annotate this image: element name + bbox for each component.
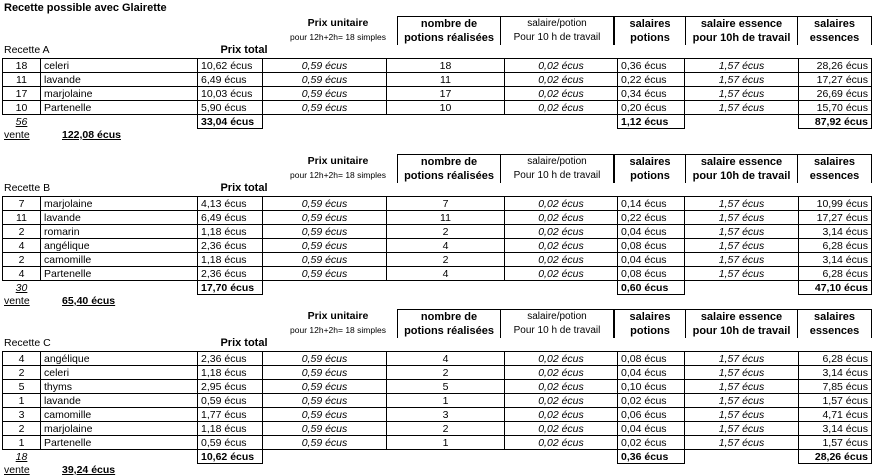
ingredient-cell: marjolaine	[41, 87, 198, 101]
quantite-cell: 17	[3, 87, 41, 101]
total-prix: 10,62 écus	[198, 450, 263, 464]
salaires-essences-header-line1: salaires	[814, 156, 855, 168]
quantite-cell: 2	[3, 422, 41, 436]
recette-block	[0, 154, 888, 307]
salaire-potion-cell: 0,02 écus	[505, 87, 618, 101]
salaires-essences-cell: 17,27 écus	[799, 211, 872, 225]
salaire-essence-header-line1: salaire essence	[700, 18, 783, 30]
salaire-potion-cell: 0,02 écus	[505, 366, 618, 380]
salaires-potions-header	[614, 154, 686, 183]
prix-unitaire-header	[276, 16, 400, 44]
prix-unitaire-sub: pour 12h+2h= 18 simples	[290, 325, 386, 335]
nombre-potions-cell: 4	[387, 239, 505, 253]
ingredient-cell: camomille	[41, 408, 198, 422]
quantite-cell: 4	[3, 267, 41, 281]
ingredient-cell: romarin	[41, 225, 198, 239]
empty-cell	[685, 115, 799, 129]
salaires-essences-cell: 4,71 écus	[799, 408, 872, 422]
salaires-essences-cell: 15,70 écus	[799, 101, 872, 115]
prix-total-cell: 2,36 écus	[198, 352, 263, 366]
salaires-potions-cell: 0,20 écus	[618, 101, 685, 115]
total-row	[3, 450, 872, 464]
salaires-potions-cell: 0,14 écus	[618, 197, 685, 211]
quantite-cell: 18	[3, 59, 41, 73]
prix-unitaire-sub: pour 12h+2h= 18 simples	[290, 170, 386, 180]
total-salaires-potions: 0,60 écus	[618, 281, 685, 295]
quantite-cell: 1	[3, 436, 41, 450]
salaire-essence-cell: 1,57 écus	[685, 352, 799, 366]
prix-unitaire-cell: 0,59 écus	[263, 239, 387, 253]
prix-unitaire-cell: 0,59 écus	[263, 352, 387, 366]
quantite-cell: 2	[3, 253, 41, 267]
salaire-potion-cell: 0,02 écus	[505, 239, 618, 253]
empty-cell	[41, 450, 198, 464]
salaires-potions-header-line2: potions	[630, 170, 670, 182]
total-row	[3, 281, 872, 295]
salaires-essences-header-line2: essences	[809, 170, 860, 182]
nombre-potions-cell: 2	[387, 253, 505, 267]
prix-unitaire-cell: 0,59 écus	[263, 87, 387, 101]
salaires-essences-cell: 7,85 écus	[799, 380, 872, 394]
salaire-essence-cell: 1,57 écus	[685, 225, 799, 239]
salaire-essence-cell: 1,57 écus	[685, 267, 799, 281]
salaire-essence-header	[685, 154, 798, 183]
salaire-essence-cell: 1,57 écus	[685, 211, 799, 225]
ingredient-cell: Partenelle	[41, 267, 198, 281]
ingredient-cell: celeri	[41, 59, 198, 73]
ingredient-cell: lavande	[41, 211, 198, 225]
prix-unitaire-sub: pour 12h+2h= 18 simples	[290, 32, 386, 42]
salaire-essence-cell: 1,57 écus	[685, 408, 799, 422]
salaire-essence-header-line1: salaire essence	[700, 311, 783, 323]
empty-cell	[387, 281, 505, 295]
prix-total-cell: 2,36 écus	[198, 267, 263, 281]
salaire-potion-cell: 0,02 écus	[505, 267, 618, 281]
nombre-potions-cell: 17	[387, 87, 505, 101]
prix-total-header: Prix total	[220, 44, 268, 56]
salaire-potion-cell: 0,02 écus	[505, 225, 618, 239]
quantite-cell: 10	[3, 101, 41, 115]
salaire-potion-header-line2: Pour 10 h de travail	[513, 170, 601, 181]
nombre-potions-header-line2: potions réalisées	[404, 325, 494, 337]
prix-total-header: Prix total	[220, 337, 268, 349]
prix-total-cell: 6,49 écus	[198, 211, 263, 225]
total-prix: 17,70 écus	[198, 281, 263, 295]
table-row	[3, 394, 872, 408]
prix-total-cell: 4,13 écus	[198, 197, 263, 211]
prix-unitaire-cell: 0,59 écus	[263, 197, 387, 211]
table-row	[3, 422, 872, 436]
nombre-potions-cell: 10	[387, 101, 505, 115]
recette-label: Recette A	[4, 44, 50, 56]
salaires-essences-cell: 6,28 écus	[799, 239, 872, 253]
nombre-potions-cell: 4	[387, 267, 505, 281]
table-row	[3, 380, 872, 394]
quantite-cell: 2	[3, 366, 41, 380]
total-row	[3, 115, 872, 129]
salaires-potions-cell: 0,34 écus	[618, 87, 685, 101]
prix-unitaire-header	[276, 309, 400, 337]
salaire-essence-cell: 1,57 écus	[685, 253, 799, 267]
prix-unitaire-cell: 0,59 écus	[263, 225, 387, 239]
nombre-potions-cell: 1	[387, 394, 505, 408]
salaire-potion-header-line1: salaire/potion	[527, 311, 587, 322]
nombre-potions-header-line1: nombre de	[420, 156, 478, 168]
salaires-essences-header-line1: salaires	[814, 311, 855, 323]
salaires-potions-cell: 0,02 écus	[618, 394, 685, 408]
salaires-potions-cell: 0,22 écus	[618, 73, 685, 87]
salaire-potion-cell: 0,02 écus	[505, 352, 618, 366]
salaire-essence-cell: 1,57 écus	[685, 380, 799, 394]
prix-total-header: Prix total	[220, 182, 268, 194]
prix-total-cell: 1,18 écus	[198, 253, 263, 267]
empty-cell	[41, 281, 198, 295]
ingredient-cell: marjolaine	[41, 197, 198, 211]
empty-cell	[263, 450, 387, 464]
total-quantite: 18	[15, 450, 28, 463]
salaires-essences-cell: 3,14 écus	[799, 225, 872, 239]
salaire-potion-cell: 0,02 écus	[505, 394, 618, 408]
table-row	[3, 408, 872, 422]
ingredient-cell: Partenelle	[41, 101, 198, 115]
salaires-essences-cell: 28,26 écus	[799, 59, 872, 73]
quantite-cell: 11	[3, 211, 41, 225]
nombre-potions-cell: 5	[387, 380, 505, 394]
salaire-essence-cell: 1,57 écus	[685, 366, 799, 380]
prix-unitaire-cell: 0,59 écus	[263, 380, 387, 394]
recette-label: Recette B	[4, 182, 51, 194]
ingredient-cell: Partenelle	[41, 436, 198, 450]
salaire-potion-cell: 0,02 écus	[505, 422, 618, 436]
prix-total-cell: 1,18 écus	[198, 422, 263, 436]
nombre-potions-cell: 4	[387, 352, 505, 366]
salaire-potion-header-line2: Pour 10 h de travail	[513, 32, 601, 43]
recette-table	[2, 196, 872, 295]
salaire-potion-cell: 0,02 écus	[505, 436, 618, 450]
salaires-essences-cell: 10,99 écus	[799, 197, 872, 211]
nombre-potions-cell: 3	[387, 408, 505, 422]
salaire-essence-cell: 1,57 écus	[685, 59, 799, 73]
salaires-essences-cell: 1,57 écus	[799, 394, 872, 408]
salaires-potions-cell: 0,02 écus	[618, 436, 685, 450]
table-row	[3, 352, 872, 366]
salaire-essence-cell: 1,57 écus	[685, 73, 799, 87]
salaire-essence-cell: 1,57 écus	[685, 394, 799, 408]
salaire-essence-header	[685, 16, 798, 45]
nombre-potions-cell: 11	[387, 73, 505, 87]
salaire-essence-cell: 1,57 écus	[685, 422, 799, 436]
nombre-potions-header	[397, 154, 501, 183]
total-salaires-essences: 28,26 écus	[799, 450, 872, 464]
prix-unitaire-cell: 0,59 écus	[263, 436, 387, 450]
total-salaires-potions: 1,12 écus	[618, 115, 685, 129]
salaires-potions-cell: 0,04 écus	[618, 422, 685, 436]
table-row	[3, 101, 872, 115]
salaire-potion-header-line1: salaire/potion	[527, 18, 587, 29]
salaires-essences-cell: 3,14 écus	[799, 253, 872, 267]
empty-cell	[387, 450, 505, 464]
prix-unitaire-cell: 0,59 écus	[263, 73, 387, 87]
nombre-potions-cell: 2	[387, 366, 505, 380]
salaires-essences-cell: 1,57 écus	[799, 436, 872, 450]
salaire-essence-cell: 1,57 écus	[685, 197, 799, 211]
prix-unitaire-label: Prix unitaire	[307, 17, 369, 29]
total-prix: 33,04 écus	[198, 115, 263, 129]
total-quantite: 30	[15, 281, 28, 294]
quantite-cell: 11	[3, 73, 41, 87]
quantite-cell: 1	[3, 394, 41, 408]
table-row	[3, 197, 872, 211]
total-salaires-potions: 0,36 écus	[618, 450, 685, 464]
prix-total-cell: 1,77 écus	[198, 408, 263, 422]
table-row	[3, 253, 872, 267]
nombre-potions-cell: 18	[387, 59, 505, 73]
salaire-potion-cell: 0,02 écus	[505, 101, 618, 115]
salaires-essences-cell: 3,14 écus	[799, 422, 872, 436]
prix-total-cell: 10,62 écus	[198, 59, 263, 73]
quantite-cell: 7	[3, 197, 41, 211]
nombre-potions-header	[397, 309, 501, 338]
empty-cell	[263, 115, 387, 129]
vente-value: 39,24 écus	[62, 464, 116, 476]
prix-total-cell: 10,03 écus	[198, 87, 263, 101]
salaires-essences-header	[797, 154, 872, 183]
salaire-potion-cell: 0,02 écus	[505, 408, 618, 422]
nombre-potions-header-line1: nombre de	[420, 18, 478, 30]
nombre-potions-header-line1: nombre de	[420, 311, 478, 323]
salaire-essence-header-line2: pour 10h de travail	[692, 170, 791, 182]
salaires-potions-header	[614, 16, 686, 45]
salaire-potion-header-line2: Pour 10 h de travail	[513, 325, 601, 336]
vente-value: 65,40 écus	[62, 295, 116, 307]
prix-unitaire-cell: 0,59 écus	[263, 59, 387, 73]
salaire-essence-cell: 1,57 écus	[685, 239, 799, 253]
salaires-potions-cell: 0,22 écus	[618, 211, 685, 225]
empty-cell	[387, 115, 505, 129]
salaires-potions-header-line1: salaires	[629, 18, 671, 30]
prix-unitaire-cell: 0,59 écus	[263, 101, 387, 115]
empty-cell	[41, 115, 198, 129]
nombre-potions-cell: 2	[387, 422, 505, 436]
prix-unitaire-header	[276, 154, 400, 182]
table-row	[3, 225, 872, 239]
empty-cell	[685, 450, 799, 464]
salaires-potions-header-line2: potions	[630, 32, 670, 44]
quantite-cell: 4	[3, 239, 41, 253]
nombre-potions-header-line2: potions réalisées	[404, 170, 494, 182]
salaires-potions-header-line1: salaires	[629, 156, 671, 168]
salaires-essences-cell: 6,28 écus	[799, 352, 872, 366]
nombre-potions-header-line2: potions réalisées	[404, 32, 494, 44]
prix-total-cell: 0,59 écus	[198, 436, 263, 450]
table-row	[3, 59, 872, 73]
salaires-potions-cell: 0,04 écus	[618, 225, 685, 239]
recette-table	[2, 351, 872, 464]
prix-unitaire-cell: 0,59 écus	[263, 394, 387, 408]
salaire-potion-cell: 0,02 écus	[505, 253, 618, 267]
salaires-potions-header-line2: potions	[630, 325, 670, 337]
salaires-potions-header	[614, 309, 686, 338]
salaire-potion-header	[500, 154, 614, 183]
salaires-potions-cell: 0,04 écus	[618, 366, 685, 380]
salaire-essence-header-line2: pour 10h de travail	[692, 325, 791, 337]
quantite-cell: 5	[3, 380, 41, 394]
empty-cell	[263, 281, 387, 295]
vente-label: vente	[4, 464, 30, 476]
prix-unitaire-cell: 0,59 écus	[263, 408, 387, 422]
salaires-essences-cell: 17,27 écus	[799, 73, 872, 87]
salaire-potion-cell: 0,02 écus	[505, 380, 618, 394]
prix-total-cell: 1,18 écus	[198, 225, 263, 239]
prix-unitaire-cell: 0,59 écus	[263, 253, 387, 267]
vente-label: vente	[4, 295, 30, 307]
salaires-potions-cell: 0,08 écus	[618, 267, 685, 281]
salaire-potion-header-line1: salaire/potion	[527, 156, 587, 167]
table-row	[3, 436, 872, 450]
ingredient-cell: angélique	[41, 352, 198, 366]
prix-total-cell: 0,59 écus	[198, 394, 263, 408]
nombre-potions-cell: 2	[387, 225, 505, 239]
salaires-essences-cell: 26,69 écus	[799, 87, 872, 101]
total-salaires-essences: 87,92 écus	[799, 115, 872, 129]
salaires-essences-header-line2: essences	[809, 32, 860, 44]
salaires-potions-cell: 0,36 écus	[618, 59, 685, 73]
salaire-essence-header	[685, 309, 798, 338]
salaire-essence-cell: 1,57 écus	[685, 87, 799, 101]
nombre-potions-cell: 7	[387, 197, 505, 211]
salaires-potions-header-line1: salaires	[629, 311, 671, 323]
prix-unitaire-cell: 0,59 écus	[263, 267, 387, 281]
salaires-potions-cell: 0,10 écus	[618, 380, 685, 394]
salaires-potions-cell: 0,06 écus	[618, 408, 685, 422]
nombre-potions-cell: 11	[387, 211, 505, 225]
salaires-essences-header-line1: salaires	[814, 18, 855, 30]
quantite-cell: 3	[3, 408, 41, 422]
salaires-essences-header-line2: essences	[809, 325, 860, 337]
salaires-potions-cell: 0,08 écus	[618, 239, 685, 253]
salaire-potion-cell: 0,02 écus	[505, 211, 618, 225]
prix-total-cell: 5,90 écus	[198, 101, 263, 115]
quantite-cell: 2	[3, 225, 41, 239]
ingredient-cell: celeri	[41, 366, 198, 380]
salaire-essence-cell: 1,57 écus	[685, 101, 799, 115]
salaires-essences-header	[797, 309, 872, 338]
prix-unitaire-label: Prix unitaire	[307, 155, 369, 167]
table-row	[3, 239, 872, 253]
recette-block	[0, 309, 888, 476]
ingredient-cell: lavande	[41, 73, 198, 87]
salaires-potions-cell: 0,08 écus	[618, 352, 685, 366]
ingredient-cell: camomille	[41, 253, 198, 267]
page-title: Recette possible avec Glairette	[4, 2, 167, 14]
salaire-essence-header-line1: salaire essence	[700, 156, 783, 168]
prix-unitaire-cell: 0,59 écus	[263, 422, 387, 436]
salaire-potion-header	[500, 309, 614, 338]
salaire-potion-cell: 0,02 écus	[505, 59, 618, 73]
empty-cell	[505, 281, 618, 295]
prix-unitaire-cell: 0,59 écus	[263, 366, 387, 380]
salaire-potion-cell: 0,02 écus	[505, 73, 618, 87]
prix-unitaire-label: Prix unitaire	[307, 310, 369, 322]
salaire-potion-header	[500, 16, 614, 45]
total-salaires-essences: 47,10 écus	[799, 281, 872, 295]
salaires-essences-cell: 6,28 écus	[799, 267, 872, 281]
nombre-potions-cell: 1	[387, 436, 505, 450]
quantite-cell: 4	[3, 352, 41, 366]
nombre-potions-header	[397, 16, 501, 45]
ingredient-cell: angélique	[41, 239, 198, 253]
prix-total-cell: 6,49 écus	[198, 73, 263, 87]
salaire-essence-header-line2: pour 10h de travail	[692, 32, 791, 44]
recette-block	[0, 16, 888, 166]
table-row	[3, 267, 872, 281]
table-row	[3, 366, 872, 380]
prix-total-cell: 2,36 écus	[198, 239, 263, 253]
table-row	[3, 73, 872, 87]
vente-label: vente	[4, 129, 30, 141]
prix-total-cell: 1,18 écus	[198, 366, 263, 380]
salaires-essences-cell: 3,14 écus	[799, 366, 872, 380]
empty-cell	[685, 281, 799, 295]
salaire-potion-cell: 0,02 écus	[505, 197, 618, 211]
salaire-essence-cell: 1,57 écus	[685, 436, 799, 450]
salaires-potions-cell: 0,04 écus	[618, 253, 685, 267]
salaires-essences-header	[797, 16, 872, 45]
prix-unitaire-cell: 0,59 écus	[263, 211, 387, 225]
recette-label: Recette C	[4, 337, 51, 349]
empty-cell	[505, 450, 618, 464]
vente-value: 122,08 écus	[62, 129, 121, 141]
prix-total-cell: 2,95 écus	[198, 380, 263, 394]
total-quantite: 56	[15, 115, 28, 128]
recette-table	[2, 58, 872, 129]
ingredient-cell: thyms	[41, 380, 198, 394]
ingredient-cell: lavande	[41, 394, 198, 408]
table-row	[3, 87, 872, 101]
table-row	[3, 211, 872, 225]
empty-cell	[505, 115, 618, 129]
ingredient-cell: marjolaine	[41, 422, 198, 436]
